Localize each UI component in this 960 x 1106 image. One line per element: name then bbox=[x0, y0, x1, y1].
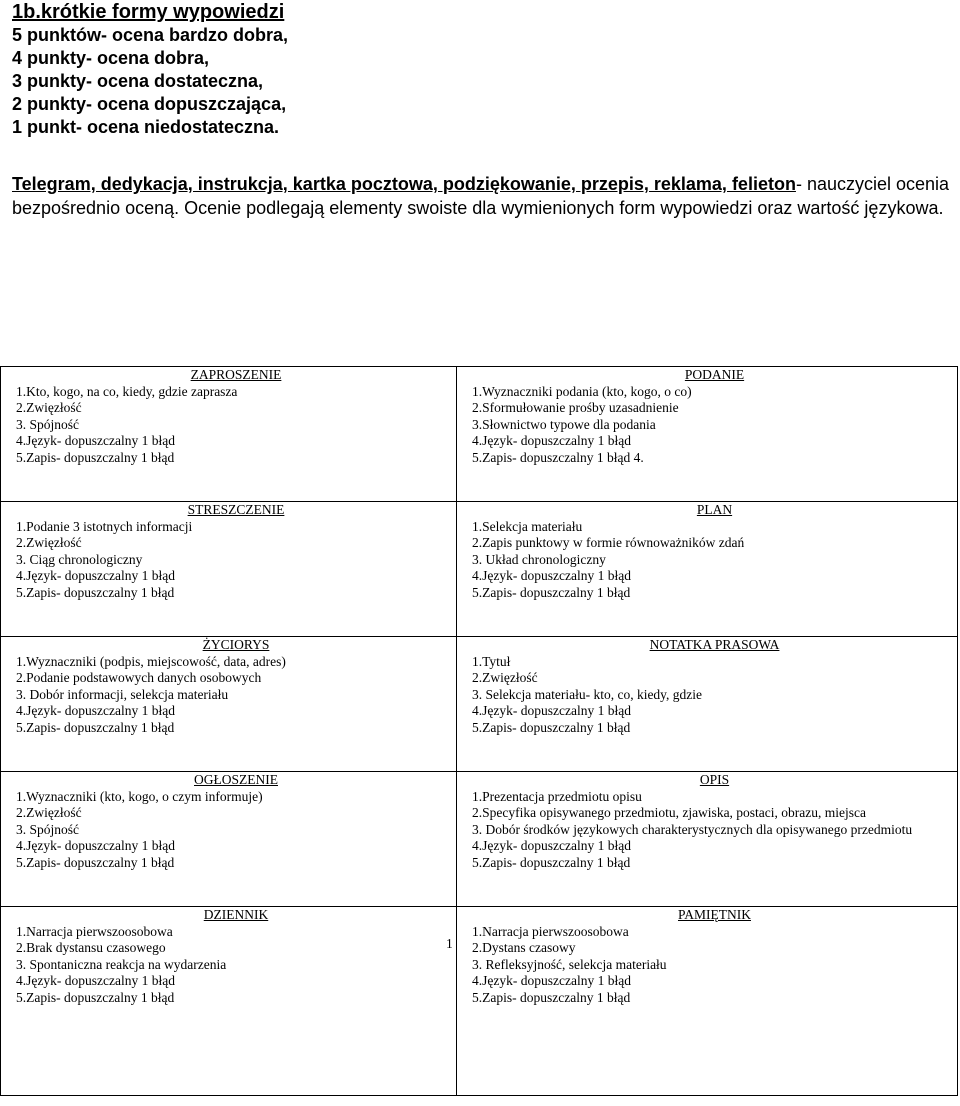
cell-title: OGŁOSZENIE bbox=[194, 772, 278, 787]
cell-title: ZAPROSZENIE bbox=[190, 367, 282, 382]
criterion-item: 2.Dystans czasowy bbox=[472, 940, 576, 955]
intro-forms-list: Telegram, dedykacja, instrukcja, kartka pocztowa, podziękowanie, przepis, reklama, felieton bbox=[12, 174, 796, 194]
criterion-item: 3. Spontaniczna reakcja na wydarzenia bbox=[16, 956, 227, 972]
intro-description: - nauczyciel ocenia bezpośrednio oceną. Ocenie podlegają elementy swoiste dla wymienionych form wypowiedzi oraz wartość językowa. bbox=[12, 174, 950, 218]
criterion-item: 5.Zapis- dopuszczalny 1 błąd bbox=[472, 989, 631, 1005]
cell-title: DZIENNIK bbox=[203, 907, 269, 922]
criterion-item: 1.Tytuł bbox=[472, 653, 511, 669]
criterion-item: 3. Dobór środków językowych charakterystycznych dla opisywanego przedmiotu bbox=[472, 821, 913, 837]
criteria-table bbox=[0, 366, 958, 1096]
criterion-item: 1.Wyznaczniki podania (kto, kogo, o co) bbox=[472, 383, 692, 399]
criterion-item: 1.Kto, kogo, na co, kiedy, gdzie zaprasza bbox=[16, 383, 238, 399]
criterion-item: 3. Spójność bbox=[16, 416, 80, 432]
criterion-item: 1.Wyznaczniki (podpis, miejscowość, data, adres) bbox=[16, 653, 286, 669]
criterion-item: 4.Język- dopuszczalny 1 błąd bbox=[16, 703, 175, 718]
criterion-item: 2.Specyfika opisywanego przedmiotu, zjawiska, postaci, obrazu, miejsca bbox=[472, 805, 867, 820]
criteria-cell-podanie bbox=[457, 367, 958, 502]
criterion-item: 3.Słownictwo typowe dla podania bbox=[472, 416, 656, 432]
criterion-item: 2.Zwięzłość bbox=[16, 535, 82, 550]
criterion-item: 1.Prezentacja przedmiotu opisu bbox=[472, 788, 642, 804]
grade-line: 1 punkt- ocena niedostateczna. bbox=[12, 117, 280, 137]
criterion-item: 3. Ciąg chronologiczny bbox=[16, 551, 143, 567]
criterion-item: 2.Sformułowanie prośby uzasadnienie bbox=[472, 400, 679, 415]
criterion-item: 3. Selekcja materiału- kto, co, kiedy, gdzie bbox=[472, 686, 703, 702]
criterion-item: 1.Narracja pierwszoosobowa bbox=[16, 923, 173, 939]
criterion-item: 5.Zapis- dopuszczalny 1 błąd bbox=[472, 854, 631, 870]
criterion-item: 5.Zapis- dopuszczalny 1 błąd bbox=[16, 449, 175, 465]
criteria-cell-zyciorys bbox=[1, 637, 457, 772]
cell-title: PODANIE bbox=[684, 367, 745, 382]
document-header bbox=[12, 0, 952, 139]
criteria-cell-streszczenie bbox=[1, 502, 457, 637]
criteria-cell-plan bbox=[457, 502, 958, 637]
criterion-item: 1.Wyznaczniki (kto, kogo, o czym informuje) bbox=[16, 788, 263, 804]
criterion-item: 4.Język- dopuszczalny 1 błąd bbox=[16, 838, 175, 853]
criterion-item: 4.Język- dopuszczalny 1 błąd bbox=[472, 433, 631, 448]
criterion-item: 4.Język- dopuszczalny 1 błąd bbox=[16, 568, 175, 583]
criterion-item: 2.Zapis punktowy w formie równoważników zdań bbox=[472, 535, 745, 550]
criterion-item: 5.Zapis- dopuszczalny 1 błąd bbox=[16, 584, 175, 600]
page-title: 1b.krótkie formy wypowiedzi bbox=[12, 1, 285, 23]
criterion-item: 2.Zwięzłość bbox=[16, 805, 82, 820]
criterion-item: 3. Refleksyjność, selekcja materiału bbox=[472, 956, 667, 972]
criterion-item: 2.Brak dystansu czasowego bbox=[16, 940, 166, 955]
criterion-item: 3. Spójność bbox=[16, 821, 80, 837]
cell-title: STRESZCZENIE bbox=[187, 502, 285, 517]
criterion-item: 1.Selekcja materiału bbox=[472, 518, 583, 534]
grade-line: 4 punkty- ocena dobra, bbox=[12, 48, 210, 68]
criteria-cell-zaproszenie bbox=[1, 367, 457, 502]
criterion-item: 2.Podanie podstawowych danych osobowych bbox=[16, 670, 262, 685]
criterion-item: 4.Język- dopuszczalny 1 błąd bbox=[472, 973, 631, 988]
criterion-item: 5.Zapis- dopuszczalny 1 błąd bbox=[16, 854, 175, 870]
cell-title: NOTATKA PRASOWA bbox=[649, 637, 780, 652]
cell-title: OPIS bbox=[699, 772, 730, 787]
criterion-item: 4.Język- dopuszczalny 1 błąd bbox=[16, 973, 175, 988]
grade-line: 2 punkty- ocena dopuszczająca, bbox=[12, 94, 287, 114]
intro-paragraph bbox=[12, 172, 952, 220]
criteria-cell-pamietnik bbox=[457, 907, 958, 1096]
criterion-item: 4.Język- dopuszczalny 1 błąd bbox=[472, 703, 631, 718]
criterion-item: 5.Zapis- dopuszczalny 1 błąd 4. bbox=[472, 449, 644, 465]
criterion-item: 5.Zapis- dopuszczalny 1 błąd bbox=[472, 719, 631, 735]
criterion-item: 2.Zwięzłość bbox=[16, 400, 82, 415]
grade-line: 5 punktów- ocena bardzo dobra, bbox=[12, 25, 289, 45]
criterion-item: 4.Język- dopuszczalny 1 błąd bbox=[472, 838, 631, 853]
cell-title: ŻYCIORYS bbox=[202, 637, 270, 652]
criterion-item: 5.Zapis- dopuszczalny 1 błąd bbox=[16, 719, 175, 735]
grading-scale bbox=[12, 24, 952, 139]
criteria-cell-opis bbox=[457, 772, 958, 907]
criteria-cell-ogloszenie bbox=[1, 772, 457, 907]
criteria-cell-notatka-prasowa bbox=[457, 637, 958, 772]
criterion-item: 1.Podanie 3 istotnych informacji bbox=[16, 518, 193, 534]
criterion-item: 4.Język- dopuszczalny 1 błąd bbox=[472, 568, 631, 583]
cell-title: PAMIĘTNIK bbox=[677, 907, 751, 922]
criterion-item: 1.Narracja pierwszoosobowa bbox=[472, 923, 629, 939]
criterion-item: 5.Zapis- dopuszczalny 1 błąd bbox=[16, 989, 175, 1005]
criterion-item: 3. Dobór informacji, selekcja materiału bbox=[16, 686, 229, 702]
criterion-item: 3. Układ chronologiczny bbox=[472, 551, 606, 567]
criterion-item: 4.Język- dopuszczalny 1 błąd bbox=[16, 433, 175, 448]
criterion-item: 2.Zwięzłość bbox=[472, 670, 538, 685]
cell-title: PLAN bbox=[696, 502, 733, 517]
criteria-cell-dziennik bbox=[1, 907, 457, 1096]
grade-line: 3 punkty- ocena dostateczna, bbox=[12, 71, 264, 91]
criterion-item: 5.Zapis- dopuszczalny 1 błąd bbox=[472, 584, 631, 600]
stray-mark: 1 bbox=[446, 936, 453, 951]
